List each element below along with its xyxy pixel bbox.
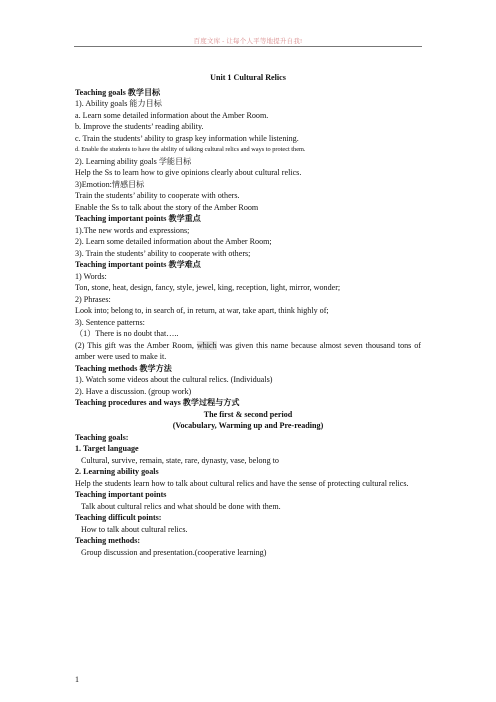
text-line: b. Improve the students’ reading ability. bbox=[75, 122, 204, 131]
text-line: Look into; belong to, in search of, in return, at war, take apart, think highly of; bbox=[75, 306, 329, 315]
text-line: d. Enable the students to have the ability of talking cultural relics and ways to protect them. bbox=[75, 146, 306, 153]
text-line: Cultural, survive, remain, state, rare, dynasty, vase, belong to bbox=[81, 455, 279, 465]
period-subheading: (Vocabulary, Warming up and Pre-reading) bbox=[172, 421, 324, 430]
sentence-pattern-paragraph bbox=[75, 340, 421, 363]
header-divider bbox=[74, 46, 422, 47]
text-segment: (2) This gift was the Amber Room, bbox=[75, 340, 197, 350]
section-heading: Teaching important points bbox=[75, 490, 167, 499]
page-header: 百度文库 - 让每个人平等地提升自我! bbox=[193, 38, 303, 45]
text-line: 1).The new words and expressions; bbox=[75, 225, 190, 235]
text-line: 3). Sentence patterns: bbox=[75, 317, 145, 327]
text-line: 3)Emotion:情感目标 bbox=[75, 179, 145, 189]
page-number: 1 bbox=[75, 675, 79, 684]
text-line: 1) Words: bbox=[75, 271, 107, 281]
text-line: Help the Ss to learn how to give opinions clearly about cultural relics. bbox=[75, 168, 302, 177]
text-line: 2). Learn some detailed information about the Amber Room; bbox=[75, 237, 272, 246]
section-heading: Teaching important points 教学重点 bbox=[75, 214, 201, 223]
text-line: 2). Learning ability goals 学能目标 bbox=[75, 156, 192, 166]
text-line: （1）There is no doubt that….. bbox=[75, 329, 179, 338]
section-heading: Teaching methods: bbox=[75, 536, 141, 545]
text-paragraph: Help the students learn how to talk about cultural relics and have the sense of protecting cultural relics. bbox=[75, 478, 409, 488]
text-line: c. Train the students’ ability to grasp key information while listening. bbox=[75, 133, 299, 143]
text-line: Talk about cultural relics and what should be done with them. bbox=[81, 501, 281, 511]
document-title: Unit 1 Cultural Relics bbox=[210, 73, 286, 82]
text-line: 1). Ability goals 能力目标 bbox=[75, 99, 162, 108]
text-line: Train the students’ ability to cooperate with others. bbox=[75, 191, 240, 200]
period-heading: The first & second period bbox=[203, 409, 293, 419]
text-line: Ton, stone, heat, design, fancy, style, jewel, king, reception, light, mirror, wonder; bbox=[75, 283, 341, 292]
text-line: 2). Have a discussion. (group work) bbox=[75, 386, 192, 396]
numbered-heading: 2. Learning ability goals bbox=[75, 467, 159, 476]
text-line: a. Learn some detailed information about the Amber Room. bbox=[75, 110, 269, 120]
document-body bbox=[75, 72, 421, 558]
text-line: 1). Watch some videos about the cultural relics. (Individuals) bbox=[75, 375, 273, 384]
section-heading: Teaching goals: bbox=[75, 432, 129, 442]
text-line: How to talk about cultural relics. bbox=[81, 524, 188, 534]
text-line: Enable the Ss to talk about the story of the Amber Room bbox=[75, 202, 259, 212]
text-line: 2) Phrases: bbox=[75, 294, 111, 304]
numbered-heading: 1. Target language bbox=[75, 444, 139, 453]
section-heading: Teaching procedures and ways 教学过程与方式 bbox=[75, 398, 240, 407]
text-line: 3). Train the students’ ability to cooperate with others; bbox=[75, 248, 251, 258]
section-heading: Teaching difficult points: bbox=[75, 513, 162, 522]
text-segment: was given this name because almost seven thousand tons of amber were used to make it. bbox=[75, 340, 422, 361]
section-heading: Teaching important points 教学难点 bbox=[75, 260, 201, 269]
section-heading: Teaching methods 教学方法 bbox=[75, 363, 172, 373]
section-heading: Teaching goals 教学目标 bbox=[75, 87, 161, 97]
highlighted-word: which bbox=[196, 340, 217, 350]
text-line: Group discussion and presentation.(cooperative learning) bbox=[81, 547, 267, 557]
